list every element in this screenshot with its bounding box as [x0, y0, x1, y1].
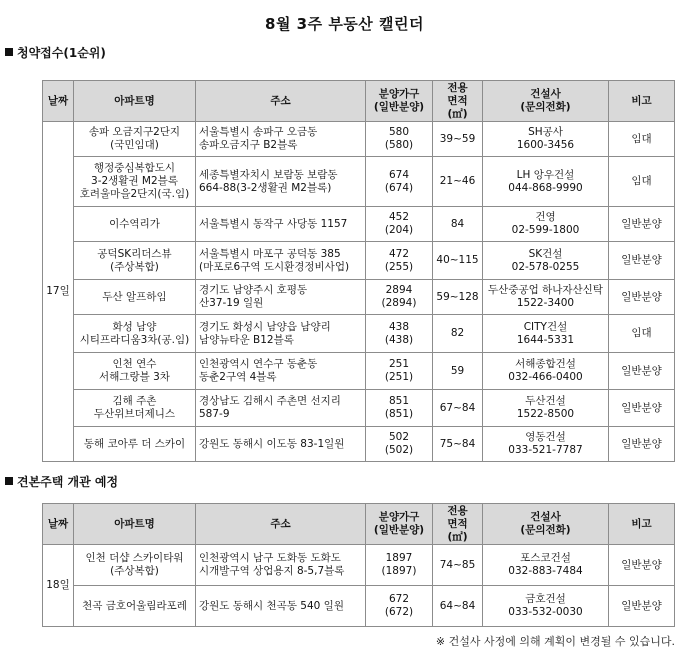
- square-bullet-icon: [5, 477, 13, 485]
- units-cell: 502 (502): [366, 427, 433, 462]
- builder-cell: 건영 02-599-1800: [483, 207, 609, 242]
- units-cell: 251 (251): [366, 353, 433, 390]
- table-row: [43, 207, 675, 242]
- address-cell: 서울특별시 마포구 공덕동 385 (마포로6구역 도시환경정비사업): [196, 242, 366, 280]
- table-row: [43, 315, 675, 353]
- units-cell: 672 (672): [366, 586, 433, 627]
- apartment-name-cell: 동해 코아루 더 스카이: [74, 427, 196, 462]
- table-header-row: [43, 504, 675, 545]
- units-cell: 438 (438): [366, 315, 433, 353]
- apartment-name-cell: 김해 주촌 두산위브더제니스: [74, 390, 196, 427]
- table-row: [43, 545, 675, 586]
- apartment-name-cell: 이수역리가: [74, 207, 196, 242]
- remark-cell: 일반분양: [609, 353, 675, 390]
- apartment-name-cell: 행정중심복합도시 3-2생활권 M2블록 호려울마을2단지(국.임): [74, 157, 196, 207]
- apartment-name-cell: 인천 연수 서해그랑블 3차: [74, 353, 196, 390]
- area-cell: 82: [433, 315, 483, 353]
- units-cell: 2894 (2894): [366, 280, 433, 315]
- subscription-table: [42, 80, 675, 462]
- builder-cell: CITY건설 1644-5331: [483, 315, 609, 353]
- remark-cell: 일반분양: [609, 280, 675, 315]
- table-row: [43, 427, 675, 462]
- builder-cell: 두산건설 1522-8500: [483, 390, 609, 427]
- section-heading-subscription: 청약접수(1순위): [5, 44, 106, 61]
- area-cell: 84: [433, 207, 483, 242]
- builder-cell: SH공사 1600-3456: [483, 122, 609, 157]
- builder-cell: LH 앙우건설 044-868-9990: [483, 157, 609, 207]
- section-heading-model-house: 견본주택 개관 예정: [5, 473, 118, 490]
- remark-cell: 일반분양: [609, 207, 675, 242]
- header-note: 비고: [609, 504, 675, 545]
- footnote: ※ 건설사 사정에 의해 계획이 변경될 수 있습니다.: [435, 635, 675, 648]
- address-cell: 인천광역시 남구 도화동 도화도 시개발구역 상업용지 8-5,7블록: [196, 545, 366, 586]
- remark-cell: 임대: [609, 122, 675, 157]
- table-row: [43, 280, 675, 315]
- area-cell: 74~85: [433, 545, 483, 586]
- units-cell: 674 (674): [366, 157, 433, 207]
- area-cell: 59~128: [433, 280, 483, 315]
- area-cell: 21~46: [433, 157, 483, 207]
- table-row: [43, 586, 675, 627]
- address-cell: 서울특별시 동작구 사당동 1157: [196, 207, 366, 242]
- square-bullet-icon: [5, 48, 13, 56]
- builder-cell: 서해종합건설 032-466-0400: [483, 353, 609, 390]
- table-row: [43, 390, 675, 427]
- builder-cell: 영동건설 033-521-7787: [483, 427, 609, 462]
- area-cell: 39~59: [433, 122, 483, 157]
- area-cell: 64~84: [433, 586, 483, 627]
- address-cell: 강원도 동해시 천곡동 540 일원: [196, 586, 366, 627]
- header-units: 분양가구 (일반분양): [366, 504, 433, 545]
- header-area: 전용 면적 (㎡): [433, 504, 483, 545]
- header-apartment: 아파트명: [74, 81, 196, 122]
- header-date: 날짜: [43, 504, 74, 545]
- table-row: [43, 122, 675, 157]
- table-row: [43, 353, 675, 390]
- table-header-row: [43, 81, 675, 122]
- address-cell: 강원도 동해시 이도동 83-1일원: [196, 427, 366, 462]
- address-cell: 경기도 화성시 남양읍 남양리 남양뉴타운 B12블록: [196, 315, 366, 353]
- units-cell: 851 (851): [366, 390, 433, 427]
- remark-cell: 일반분양: [609, 427, 675, 462]
- builder-cell: 포스코건설 032-883-7484: [483, 545, 609, 586]
- model-house-table: [42, 503, 675, 627]
- builder-cell: SK건설 02-578-0255: [483, 242, 609, 280]
- address-cell: 경기도 남양주시 호평동 산37-19 일원: [196, 280, 366, 315]
- header-date: 날짜: [43, 81, 74, 122]
- header-area: 전용 면적 (㎡): [433, 81, 483, 122]
- address-cell: 서울특별시 송파구 오금동 송파오금지구 B2블록: [196, 122, 366, 157]
- units-cell: 452 (204): [366, 207, 433, 242]
- remark-cell: 일반분양: [609, 586, 675, 627]
- area-cell: 67~84: [433, 390, 483, 427]
- units-cell: 580 (580): [366, 122, 433, 157]
- header-builder: 건설사 (문의전화): [483, 81, 609, 122]
- builder-cell: 두산중공업 하나자산신탁 1522-3400: [483, 280, 609, 315]
- header-note: 비고: [609, 81, 675, 122]
- address-cell: 인천광역시 연수구 동춘동 동춘2구역 4블록: [196, 353, 366, 390]
- remark-cell: 임대: [609, 157, 675, 207]
- area-cell: 40~115: [433, 242, 483, 280]
- area-cell: 75~84: [433, 427, 483, 462]
- apartment-name-cell: 천곡 금호어울림라포레: [74, 586, 196, 627]
- apartment-name-cell: 두산 알프하임: [74, 280, 196, 315]
- remark-cell: 임대: [609, 315, 675, 353]
- area-cell: 59: [433, 353, 483, 390]
- header-address: 주소: [196, 504, 366, 545]
- header-units: 분양가구 (일반분양): [366, 81, 433, 122]
- page-title: 8월 3주 부동산 캘린더: [265, 15, 424, 33]
- apartment-name-cell: 화성 남양 시티프라디움3차(공.임): [74, 315, 196, 353]
- builder-cell: 금호건설 033-532-0030: [483, 586, 609, 627]
- table-row: [43, 157, 675, 207]
- remark-cell: 일반분양: [609, 545, 675, 586]
- date-cell: 18일: [43, 545, 74, 627]
- apartment-name-cell: 송파 오금지구2단지 (국민임대): [74, 122, 196, 157]
- address-cell: 경상남도 김해시 주촌면 선지리 587-9: [196, 390, 366, 427]
- header-builder: 건설사 (문의전화): [483, 504, 609, 545]
- address-cell: 세종특별자치시 보람동 보람동 664-88(3-2생활권 M2블록): [196, 157, 366, 207]
- header-apartment: 아파트명: [74, 504, 196, 545]
- apartment-name-cell: 인천 더샵 스카이타워 (주상복합): [74, 545, 196, 586]
- units-cell: 472 (255): [366, 242, 433, 280]
- units-cell: 1897 (1897): [366, 545, 433, 586]
- apartment-name-cell: 공덕SK리더스뷰 (주상복합): [74, 242, 196, 280]
- header-address: 주소: [196, 81, 366, 122]
- remark-cell: 일반분양: [609, 242, 675, 280]
- table-row: [43, 242, 675, 280]
- remark-cell: 일반분양: [609, 390, 675, 427]
- date-cell: 17일: [43, 122, 74, 462]
